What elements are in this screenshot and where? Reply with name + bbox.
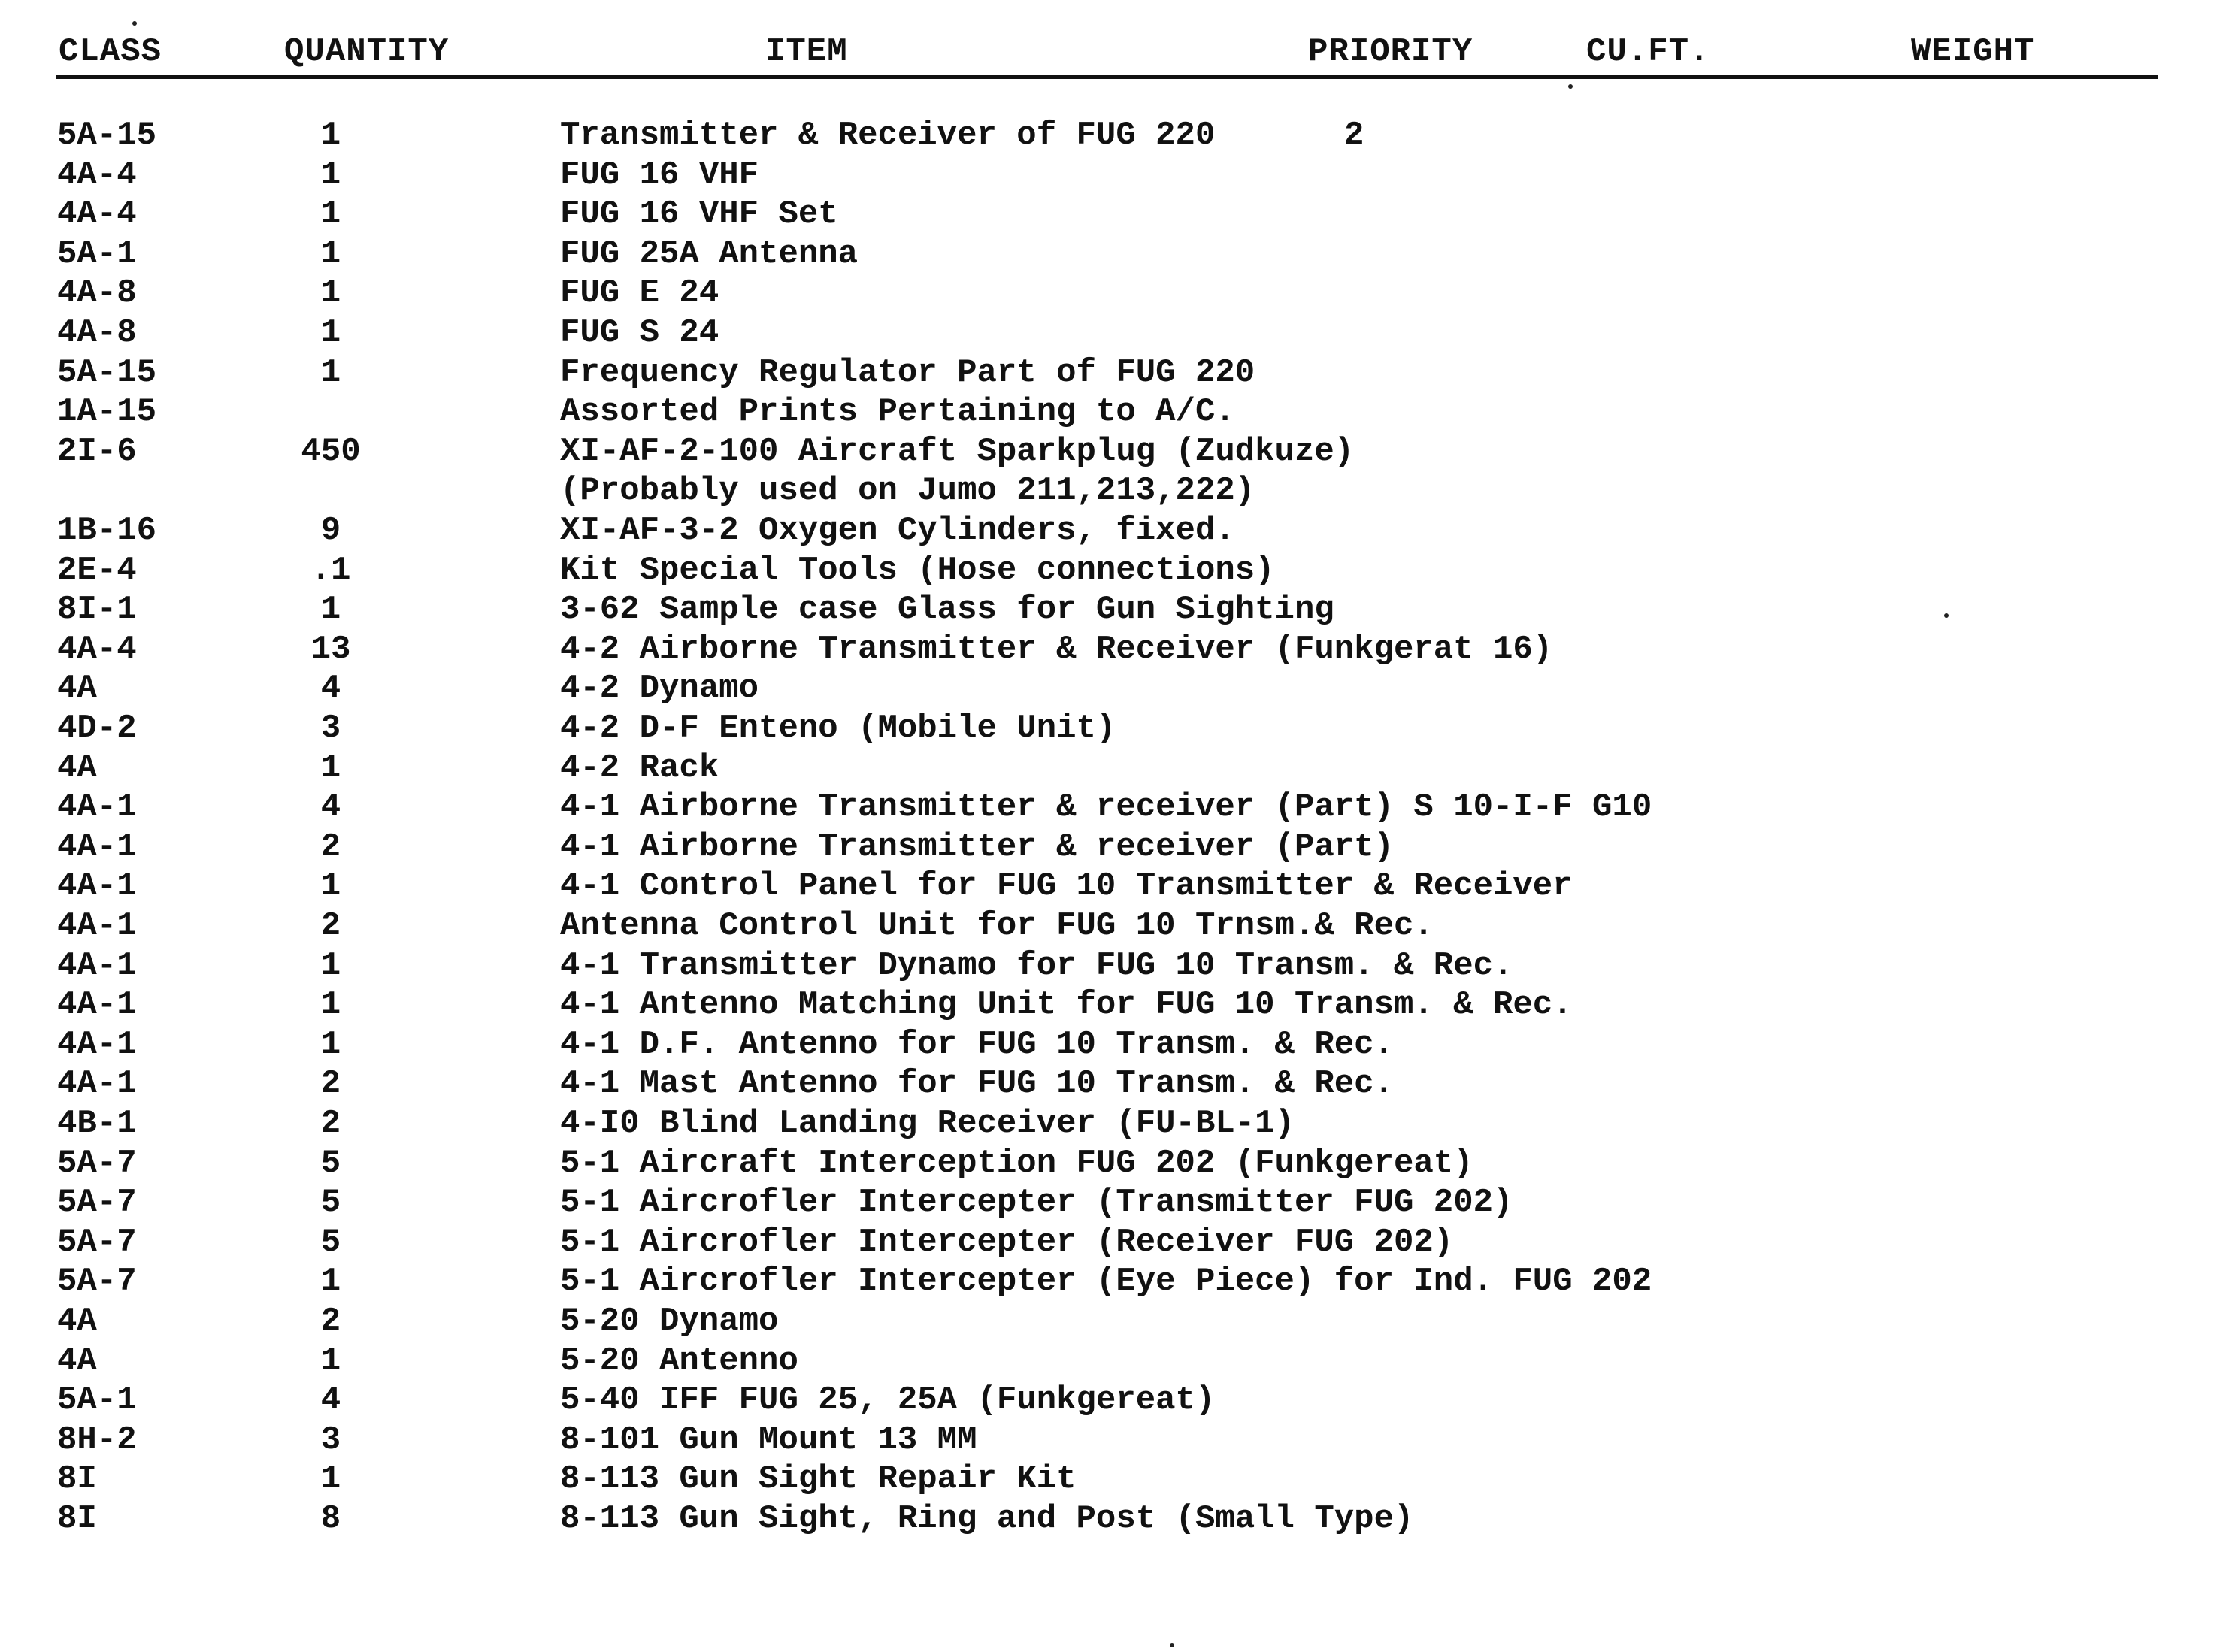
item-cell: Assorted Prints Pertaining to A/C.	[560, 393, 1235, 431]
item-cell: (Probably used on Jumo 211,213,222)	[560, 472, 1255, 510]
item-cell: XI-AF-3-2 Oxygen Cylinders, fixed.	[560, 512, 1235, 549]
quantity-cell: 1	[320, 749, 341, 787]
item-cell: 4-1 Control Panel for FUG 10 Transmitter & Receiver	[560, 867, 1573, 906]
table-row	[0, 828, 2235, 867]
table-row	[0, 1104, 2235, 1143]
item-cell: 5-1 Aircrofler Intercepter (Receiver FUG 202)	[560, 1223, 1454, 1261]
class-cell: 4A-1	[57, 1025, 137, 1064]
class-cell: 4A-1	[57, 828, 137, 866]
class-cell: 5A-7	[57, 1144, 137, 1182]
quantity-cell: 450	[301, 432, 361, 470]
scan-speck	[1568, 84, 1573, 89]
item-cell: 5-20 Dynamo	[560, 1303, 779, 1340]
quantity-cell: 13	[310, 630, 351, 668]
class-cell: 8I	[57, 1500, 97, 1538]
priority-cell: 2	[1344, 116, 1364, 154]
table-row	[0, 1183, 2235, 1222]
item-cell: 4-2 D-F Enteno (Mobile Unit)	[560, 710, 1116, 747]
quantity-cell: 1	[320, 1025, 341, 1064]
quantity-cell: 5	[320, 1223, 341, 1261]
class-cell: 1A-15	[57, 393, 157, 431]
item-cell: 4-1 Mast Antenno for FUG 10 Transm. & Rec.	[560, 1065, 1394, 1103]
table-row	[0, 313, 2235, 352]
table-row	[0, 116, 2235, 155]
quantity-cell: 1	[320, 867, 341, 906]
class-cell: 4A-1	[57, 1065, 137, 1103]
class-cell: 2E-4	[57, 551, 137, 589]
quantity-cell: 2	[320, 907, 341, 945]
class-cell: 5A-7	[57, 1223, 137, 1261]
quantity-cell: 9	[320, 512, 341, 549]
item-cell: 5-1 Aircrofler Intercepter (Eye Piece) for Ind. FUG 202	[560, 1263, 1652, 1301]
table-row	[0, 551, 2235, 590]
class-cell: 2I-6	[57, 432, 137, 470]
item-cell: 4-2 Dynamo	[560, 670, 759, 708]
item-cell: FUG 16 VHF	[560, 156, 759, 194]
class-cell: 4A-4	[57, 156, 137, 194]
class-cell: 4A-1	[57, 986, 137, 1024]
class-cell: 1B-16	[57, 512, 157, 549]
item-cell: 8-101 Gun Mount 13 MM	[560, 1421, 977, 1459]
scan-speck	[1170, 1643, 1174, 1647]
item-cell: 5-1 Aircrofler Intercepter (Transmitter FUG 202)	[560, 1184, 1513, 1222]
class-cell: 4D-2	[57, 710, 137, 747]
quantity-cell: 4	[320, 670, 341, 708]
item-cell: 4-2 Airborne Transmitter & Receiver (Funkgerat 16)	[560, 630, 1553, 668]
table-row	[0, 1381, 2235, 1420]
class-cell: 4A-4	[57, 630, 137, 668]
table-row	[0, 1460, 2235, 1499]
item-cell: 5-20 Antenno	[560, 1342, 798, 1380]
class-cell: 8H-2	[57, 1421, 137, 1459]
header-priority: PRIORITY	[1308, 33, 1473, 71]
item-cell: Kit Special Tools (Hose connections)	[560, 551, 1275, 589]
table-row	[0, 1421, 2235, 1460]
class-cell: 5A-1	[57, 234, 137, 273]
table-row	[0, 985, 2235, 1024]
quantity-cell: 3	[320, 1421, 341, 1459]
quantity-cell: 2	[320, 1065, 341, 1103]
header-weight: WEIGHT	[1911, 33, 2035, 71]
quantity-cell: 3	[320, 710, 341, 747]
item-cell: 3-62 Sample case Glass for Gun Sighting	[560, 591, 1334, 629]
item-cell: FUG E 24	[560, 274, 719, 313]
item-cell: 8-113 Gun Sight Repair Kit	[560, 1460, 1077, 1499]
quantity-cell: 1	[320, 1263, 341, 1301]
quantity-cell: 1	[320, 1342, 341, 1380]
table-row	[0, 1064, 2235, 1103]
table-row	[0, 471, 2235, 510]
header-item: ITEM	[765, 33, 848, 71]
table-row	[0, 1302, 2235, 1341]
scan-speck	[132, 21, 137, 26]
item-cell: 4-1 D.F. Antenno for FUG 10 Transm. & Rec.	[560, 1025, 1394, 1064]
scan-speck	[1944, 613, 1949, 618]
item-cell: Transmitter & Receiver of FUG 220	[560, 116, 1216, 154]
quantity-cell: .1	[310, 551, 351, 589]
table-row	[0, 1262, 2235, 1301]
quantity-cell: 1	[320, 234, 341, 273]
quantity-cell: 2	[320, 1105, 341, 1142]
item-cell: Frequency Regulator Part of FUG 220	[560, 353, 1255, 392]
item-cell: 4-1 Airborne Transmitter & receiver (Part) S 10-I-F G10	[560, 788, 1652, 827]
class-cell: 4A-1	[57, 946, 137, 985]
table-row	[0, 749, 2235, 788]
table-row	[0, 1223, 2235, 1262]
quantity-cell: 5	[320, 1184, 341, 1222]
table-row	[0, 195, 2235, 234]
item-cell: XI-AF-2-100 Aircraft Sparkplug (Zudkuze)	[560, 432, 1355, 470]
class-cell: 4A-1	[57, 907, 137, 945]
table-row	[0, 511, 2235, 550]
item-cell: 4-I0 Blind Landing Receiver (FU-BL-1)	[560, 1105, 1295, 1142]
class-cell: 5A-7	[57, 1184, 137, 1222]
quantity-cell: 1	[320, 986, 341, 1024]
quantity-cell: 8	[320, 1500, 341, 1538]
quantity-cell: 1	[320, 195, 341, 234]
quantity-cell: 1	[320, 116, 341, 154]
table-row	[0, 1025, 2235, 1064]
class-cell: 5A-1	[57, 1381, 137, 1420]
quantity-cell: 1	[320, 353, 341, 392]
table-row	[0, 156, 2235, 195]
class-cell: 8I	[57, 1460, 97, 1499]
table-row	[0, 590, 2235, 629]
item-cell: 4-2 Rack	[560, 749, 719, 787]
header-quantity: QUANTITY	[284, 33, 450, 71]
class-cell: 4A	[57, 749, 97, 787]
quantity-cell: 1	[320, 1460, 341, 1499]
quantity-cell: 1	[320, 591, 341, 629]
table-row	[0, 432, 2235, 471]
item-cell: FUG 25A Antenna	[560, 234, 859, 273]
header-underline	[56, 75, 2158, 79]
class-cell: 4A-8	[57, 274, 137, 313]
quantity-cell: 4	[320, 788, 341, 827]
quantity-cell: 5	[320, 1144, 341, 1182]
header-class: CLASS	[59, 33, 162, 71]
item-cell: 8-113 Gun Sight, Ring and Post (Small Type)	[560, 1500, 1414, 1538]
table-row	[0, 1499, 2235, 1539]
quantity-cell: 4	[320, 1381, 341, 1420]
class-cell: 4A	[57, 670, 97, 708]
class-cell: 4A-8	[57, 314, 137, 352]
item-cell: 5-1 Aircraft Interception FUG 202 (Funkgereat)	[560, 1144, 1473, 1182]
class-cell: 5A-15	[57, 116, 157, 154]
class-cell: 4A-1	[57, 788, 137, 827]
table-row	[0, 392, 2235, 431]
table-row	[0, 1144, 2235, 1183]
item-cell: FUG 16 VHF Set	[560, 195, 838, 234]
item-cell: Antenna Control Unit for FUG 10 Trnsm.& Rec.	[560, 907, 1434, 945]
table-row	[0, 1342, 2235, 1381]
table-row	[0, 709, 2235, 748]
table-row	[0, 906, 2235, 946]
quantity-cell: 1	[320, 946, 341, 985]
table-row	[0, 274, 2235, 313]
item-cell: 4-1 Airborne Transmitter & receiver (Part)	[560, 828, 1394, 866]
class-cell: 4A-1	[57, 867, 137, 906]
table-row	[0, 946, 2235, 985]
table-row	[0, 353, 2235, 392]
table-row	[0, 788, 2235, 827]
class-cell: 4A	[57, 1342, 97, 1380]
class-cell: 8I-1	[57, 591, 137, 629]
item-cell: 5-40 IFF FUG 25, 25A (Funkgereat)	[560, 1381, 1216, 1420]
quantity-cell: 1	[320, 156, 341, 194]
table-row	[0, 234, 2235, 274]
table-row	[0, 630, 2235, 669]
quantity-cell: 1	[320, 314, 341, 352]
quantity-cell: 2	[320, 1303, 341, 1340]
class-cell: 4B-1	[57, 1105, 137, 1142]
class-cell: 5A-15	[57, 353, 157, 392]
quantity-cell: 2	[320, 828, 341, 866]
header-cuft: CU.FT.	[1586, 33, 1710, 71]
class-cell: 4A	[57, 1303, 97, 1340]
class-cell: 5A-7	[57, 1263, 137, 1301]
class-cell: 4A-4	[57, 195, 137, 234]
item-cell: FUG S 24	[560, 314, 719, 352]
item-cell: 4-1 Transmitter Dynamo for FUG 10 Transm. & Rec.	[560, 946, 1513, 985]
table-row	[0, 669, 2235, 708]
table-row	[0, 867, 2235, 906]
quantity-cell: 1	[320, 274, 341, 313]
item-cell: 4-1 Antenno Matching Unit for FUG 10 Transm. & Rec.	[560, 986, 1573, 1024]
